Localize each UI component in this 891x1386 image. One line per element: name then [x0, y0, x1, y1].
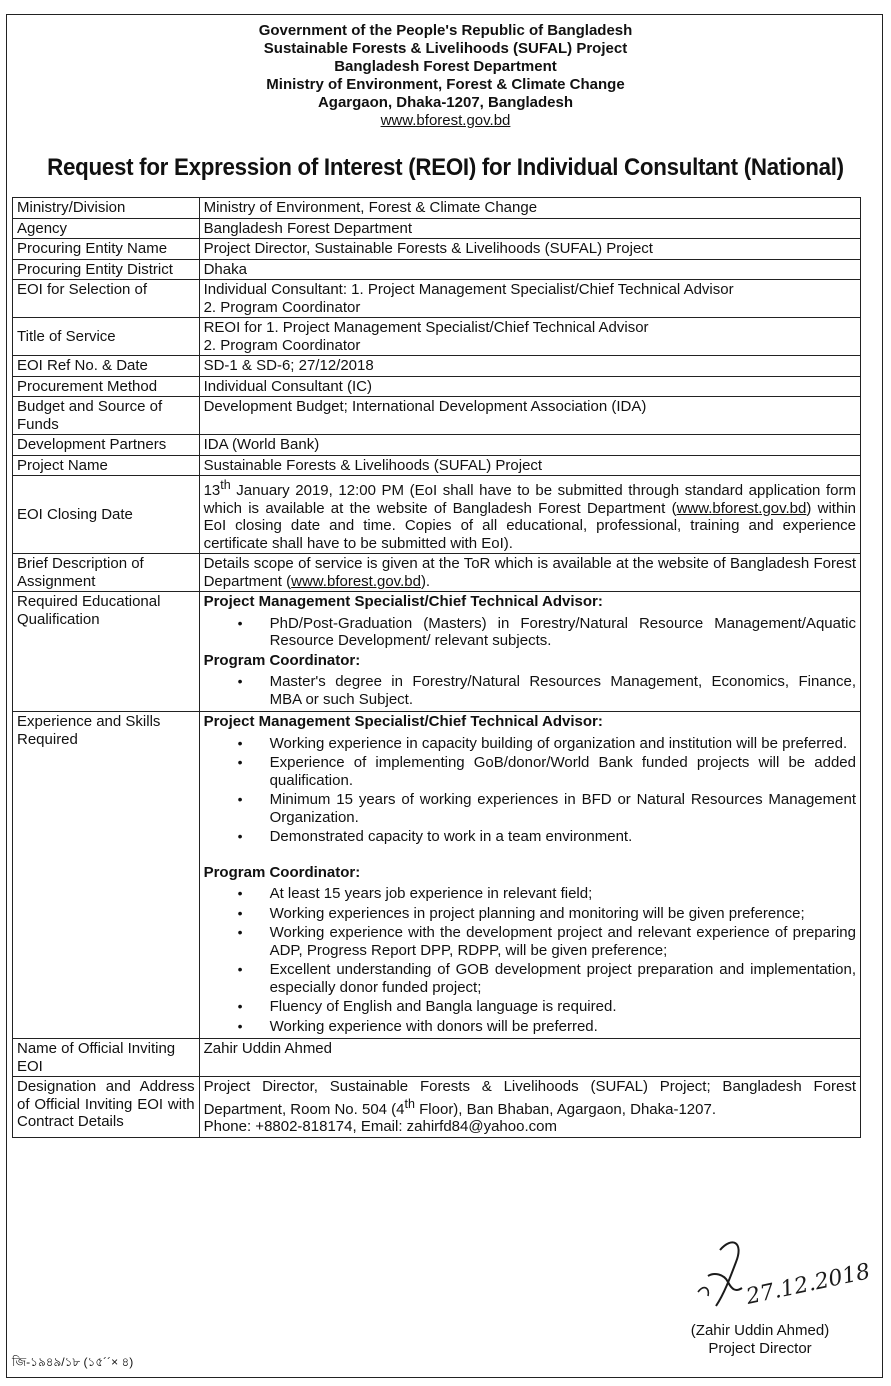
row-label: Development Partners [13, 435, 200, 456]
row-value: Project Director, Sustainable Forests & Livelihoods (SUFAL) Project [199, 239, 860, 260]
title-service-line-2: 2. Program Coordinator [203, 336, 361, 354]
education-pm-heading: Project Management Specialist/Chief Technical Advisor: [203, 593, 603, 610]
table-row [13, 435, 861, 456]
row-label: Required Educational Qualification [13, 592, 200, 712]
signer-block [650, 1322, 870, 1358]
experience-pm-list [204, 735, 856, 846]
table-row [13, 198, 861, 219]
header-department: Bangladesh Forest Department [334, 58, 557, 75]
list-item: • Demonstrated capacity to work in a team environment. [270, 828, 856, 846]
closing-website-link[interactable]: www.bforest.gov.bd [676, 499, 807, 517]
table-row [13, 1077, 861, 1138]
row-label: EOI Closing Date [13, 476, 200, 554]
row-value [199, 592, 860, 712]
row-value: Individual Consultant (IC) [199, 376, 860, 397]
designation-text: Project Director, Sustainable Forests & Livelihoods (SUFAL) Project; Bangladesh Forest Department, Room No. 504 (4 [203, 1078, 856, 1118]
row-value: Ministry of Environment, Forest & Climate Change [199, 198, 860, 219]
row-value: Bangladesh Forest Department [199, 218, 860, 239]
title-service-line-1: REOI for 1. Project Management Specialist/Chief Technical Advisor [203, 319, 649, 336]
table-row [13, 1039, 861, 1077]
row-label: Budget and Source of Funds [13, 397, 200, 435]
brief-text: Details scope of service is given at the ToR which is available at the website of Bangladesh Forest Department ( [203, 555, 856, 590]
brief-text-tail: ). [420, 572, 431, 590]
list-item: • Working experience with the development project and relevant experience of preparing ADP, Progress Report DPP, RDPP, will be given preference; [270, 924, 856, 959]
closing-day-suffix: th [220, 478, 231, 492]
handwritten-signature [680, 1232, 880, 1320]
row-value [199, 554, 860, 592]
education-pm-list [204, 615, 856, 650]
table-row [13, 259, 861, 280]
row-value: Sustainable Forests & Livelihoods (SUFAL) Project [199, 455, 860, 476]
floor-suffix: th [404, 1096, 415, 1111]
closing-text: January 2019, 12:00 PM (EoI shall have to be submitted through standard application form which is available at the website of Bangladesh Forest Department ( [203, 482, 856, 517]
experience-pm-heading: Project Management Specialist/Chief Technical Advisor: [203, 713, 603, 730]
designation-text-tail: Floor), Ban Bhaban, Agargaon, Dhaka-1207. [414, 1100, 717, 1118]
list-item: • At least 15 years job experience in relevant field; [270, 885, 856, 903]
row-value [199, 1077, 860, 1138]
closing-day: 13 [203, 482, 221, 499]
eoi-selection-line-1: Individual Consultant: 1. Project Management Specialist/Chief Technical Advisor [203, 281, 734, 298]
header-project: Sustainable Forests & Livelihoods (SUFAL) Project [263, 40, 628, 57]
row-label: EOI Ref No. & Date [13, 356, 200, 377]
row-value [199, 318, 860, 356]
row-label: Agency [13, 218, 200, 239]
row-label: Title of Service [13, 318, 200, 356]
print-reference: জি-১৯৪৯/১৮ (১৫´´× ৪) [12, 1355, 134, 1369]
reoi-table [12, 197, 861, 1138]
signer-name: (Zahir Uddin Ahmed) [690, 1322, 830, 1339]
list-item: • Working experience in capacity building of organization and institution will be preferred. [270, 735, 856, 753]
closing-text-tail: ) within EoI closing date and time. Copies of all educational, professional, training and experience certificate shall have to be submitted with EoI). [203, 499, 856, 552]
row-label: Ministry/Division [13, 198, 200, 219]
education-pc-heading: Program Coordinator: [203, 651, 361, 669]
row-label: Designation and Address of Official Inviting EOI with Contract Details [13, 1077, 200, 1138]
list-item: • Working experiences in project planning and monitoring will be given preference; [270, 905, 856, 923]
row-label: Name of Official Inviting EOI [13, 1039, 200, 1077]
row-label: Experience and Skills Required [13, 712, 200, 1039]
table-row [13, 376, 861, 397]
table-row [13, 280, 861, 318]
eoi-selection-line-2: 2. Program Coordinator [203, 298, 361, 316]
header-address: Agargaon, Dhaka-1207, Bangladesh [317, 94, 574, 111]
experience-pc-heading: Program Coordinator: [203, 863, 361, 881]
row-value: Development Budget; International Development Association (IDA) [199, 397, 860, 435]
table-row [13, 356, 861, 377]
brief-website-link[interactable]: www.bforest.gov.bd [291, 572, 421, 590]
document-header [0, 22, 891, 130]
education-pc-list [204, 673, 856, 708]
table-row [13, 397, 861, 435]
row-value [199, 280, 860, 318]
table-row [13, 554, 861, 592]
designation-address [204, 1078, 856, 1118]
list-item: • Experience of implementing GoB/donor/World Bank funded projects will be added qualification. [270, 754, 856, 789]
row-label: Brief Description of Assignment [13, 554, 200, 592]
list-item: • Excellent understanding of GOB development project preparation and implementation, especially donor funded project; [270, 961, 856, 996]
table-row [13, 455, 861, 476]
list-item: • Master's degree in Forestry/Natural Resources Management, Economics, Finance, MBA or such Subject. [270, 673, 856, 708]
list-item: • Minimum 15 years of working experiences in BFD or Natural Resources Management Organization. [270, 791, 856, 826]
table-row [13, 712, 861, 1039]
list-item: • Fluency of English and Bangla language is required. [270, 998, 856, 1016]
row-value [199, 476, 860, 554]
row-value: Zahir Uddin Ahmed [199, 1039, 860, 1077]
header-website-link[interactable]: www.bforest.gov.bd [380, 112, 511, 129]
signature-date: 27.12.2018 [744, 1259, 873, 1310]
row-label: EOI for Selection of [13, 280, 200, 318]
row-value: Dhaka [199, 259, 860, 280]
list-item: • PhD/Post-Graduation (Masters) in Forestry/Natural Resource Management/Aquatic Resource Development/ relevant subjects. [270, 615, 856, 650]
experience-pc-list [204, 885, 856, 1035]
table-row [13, 592, 861, 712]
row-label: Procurement Method [13, 376, 200, 397]
signer-role: Project Director [708, 1340, 812, 1357]
header-government: Government of the People's Republic of Bangladesh [258, 22, 633, 39]
table-row [13, 476, 861, 554]
table-row [13, 239, 861, 260]
list-item: • Working experience with donors will be preferred. [270, 1018, 856, 1036]
header-ministry: Ministry of Environment, Forest & Climate Change [266, 76, 625, 93]
table-row [13, 218, 861, 239]
document-title: Request for Expression of Interest (REOI) for Individual Consultant (National) [47, 154, 844, 181]
row-label: Procuring Entity District [13, 259, 200, 280]
row-value: IDA (World Bank) [199, 435, 860, 456]
signature-drawing [680, 1232, 880, 1320]
contact-details: Phone: +8802-818174, Email: zahirfd84@yahoo.com [203, 1118, 557, 1135]
row-label: Procuring Entity Name [13, 239, 200, 260]
row-value [199, 712, 860, 1039]
row-value: SD-1 & SD-6; 27/12/2018 [199, 356, 860, 377]
table-row [13, 318, 861, 356]
row-label: Project Name [13, 455, 200, 476]
